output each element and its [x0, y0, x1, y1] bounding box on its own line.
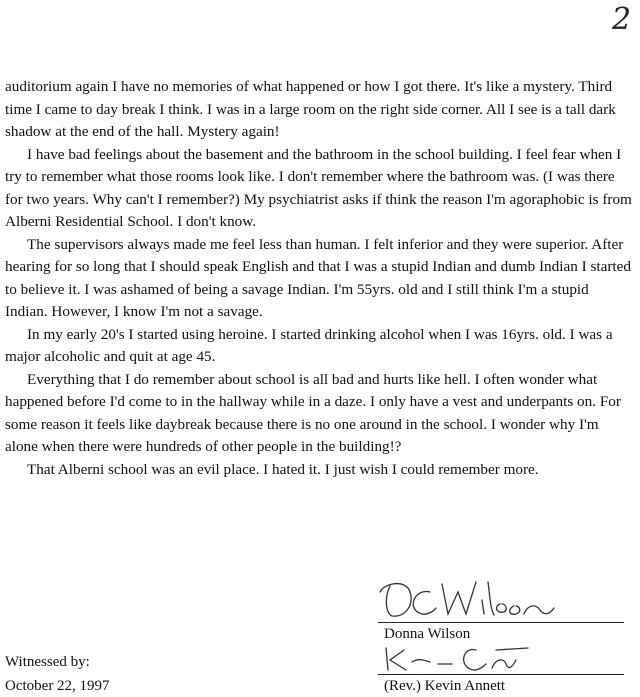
paragraph: auditorium again I have no memories of what happened or how I got there. It's like a mystery. Third time I came to day break I think. I was in a large room on the right side corner. All I see is a tall dark shadow at the end of the hall. Mystery again! — [5, 78, 616, 140]
witness-label: Witnessed by: — [5, 654, 90, 670]
paragraph: That Alberni school was an evil place. I hated it. I just wish I could remember more. — [27, 460, 539, 478]
letter-body — [5, 76, 635, 481]
signer-name: Donna Wilson — [384, 626, 471, 642]
page-number: 2 — [612, 2, 632, 37]
signature-line — [378, 674, 624, 675]
paragraph: Everything that I do remember about school is all bad and hurts like hell. I often wonder what happened before I'd come to in the hallway while in a daze. I only have a vest and underpants on. For some reason it feels like daybreak because there is no one around in the school. I wonder why I'm alone when there were hundreds of other people in the building!? — [5, 370, 621, 455]
signature-kevin-annett — [378, 644, 538, 674]
signature-donna-wilson — [378, 578, 578, 622]
paragraph: I have bad feelings about the basement and the bathroom in the school building. I feel fear when I try to remember what those rooms look like. I don't remember where the bathroom was. (I was there for two years. Why can't I remember?) My psychiatrist asks if think the reason I'm agoraphobic is from Alberni Residential School. I don't know. — [5, 145, 632, 230]
witness-name: (Rev.) Kevin Annett — [384, 678, 506, 694]
paragraph: In my early 20's I started using heroine. I started drinking alcohol when I was 16yrs. old. I was a major alcoholic and quit at age 45. — [5, 325, 613, 365]
document-date: October 22, 1997 — [5, 678, 110, 694]
paragraph: The supervisors always made me feel less than human. I felt inferior and they were superior. After hearing for so long that I should speak English and that I was a stupid Indian and dumb Indian I started to believe it. I was ashamed of being a savage Indian. I'm 55yrs. old and I still think I'm a stupid Indian. However, I know I'm not a savage. — [5, 235, 631, 320]
signature-line — [378, 622, 624, 623]
